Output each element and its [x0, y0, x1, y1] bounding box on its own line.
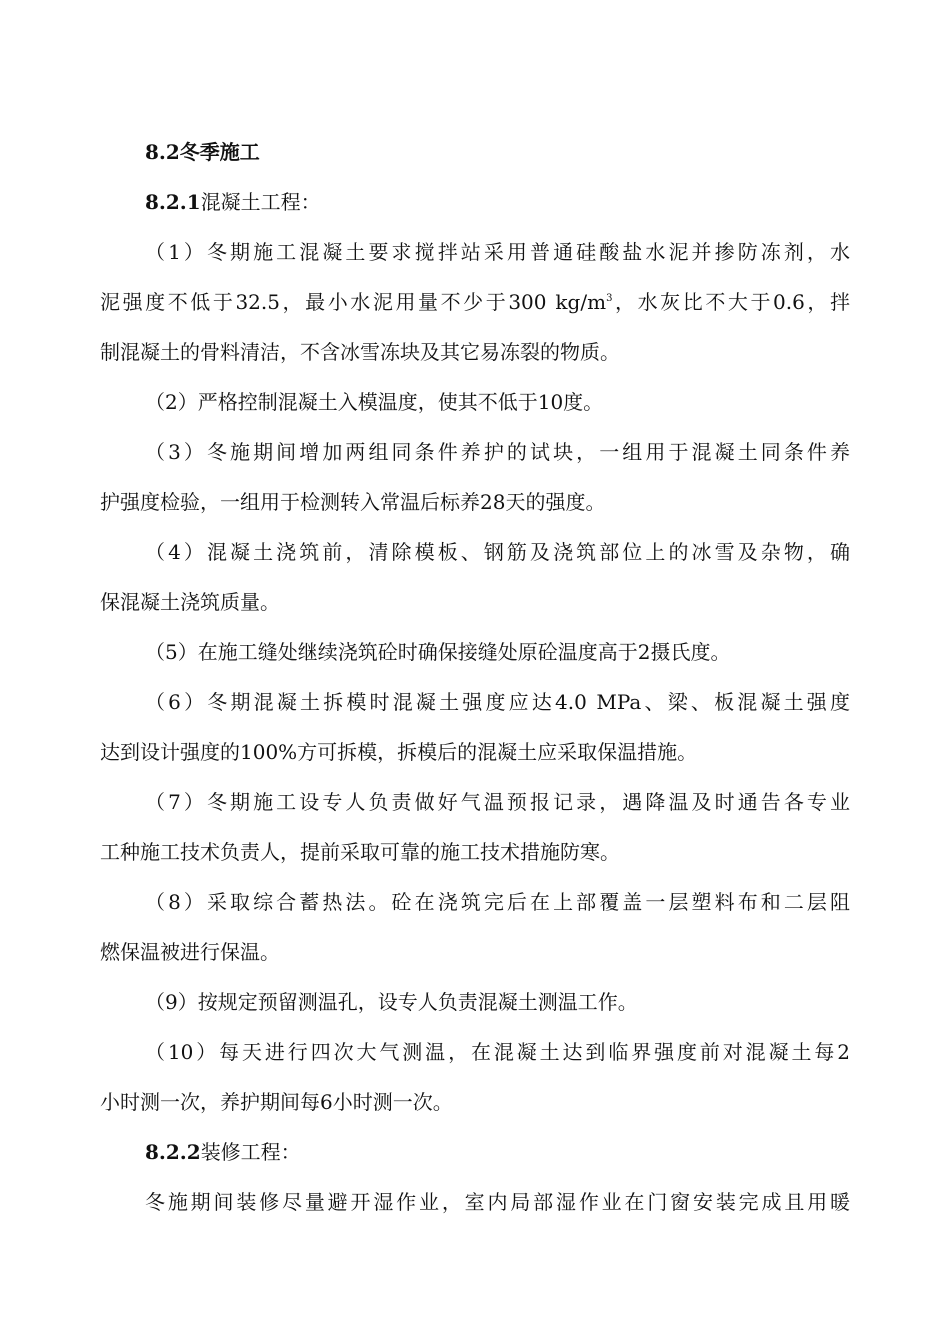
item-5-line-1: （5）在施工缝处继续浇筑砼时确保接缝处原砼温度高于2摄氏度。 — [145, 640, 731, 664]
item-1-line-3: 制混凝土的骨料清洁，不含冰雪冻块及其它易冻裂的物质。 — [100, 340, 620, 364]
item-6-line-2: 达到设计强度的100%方可拆模，拆模后的混凝土应采取保温措施。 — [100, 740, 698, 764]
subsection-title: 混凝土工程： — [200, 190, 321, 214]
item-3-line-1: （3）冬施期间增加两组同条件养护的试块，一组用于混凝土同条件养 — [145, 440, 850, 464]
item-4-line-2: 保混凝土浇筑质量。 — [100, 590, 280, 614]
decoration-paragraph-line-1: 冬施期间装修尽量避开湿作业，室内局部湿作业在门窗安装完成且用暖 — [145, 1190, 850, 1214]
item-10-line-1: （10）每天进行四次大气测温，在混凝土达到临界强度前对混凝土每2 — [145, 1040, 850, 1064]
subsection-heading-decoration — [145, 1138, 850, 1166]
item-7-line-1: （7）冬期施工设专人负责做好气温预报记录，遇降温及时通告各专业 — [145, 790, 850, 814]
subsection-number: 8.2.1 — [145, 190, 201, 214]
item-10-line-2: 小时测一次，养护期间每6小时测一次。 — [100, 1090, 453, 1114]
item-6-line-1: （6）冬期混凝土拆模时混凝土强度应达4.0 MPa、梁、板混凝土强度 — [145, 690, 850, 714]
section-heading — [145, 138, 850, 166]
item-3-line-2: 护强度检验，一组用于检测转入常温后标养28天的强度。 — [100, 490, 606, 514]
item-2-line-1: （2）严格控制混凝土入模温度，使其不低于10度。 — [145, 390, 604, 414]
item-8-line-1: （8）采取综合蓄热法。砼在浇筑完后在上部覆盖一层塑料布和二层阻 — [145, 890, 850, 914]
item-9-line-1: （9）按规定预留测温孔，设专人负责混凝土测温工作。 — [145, 990, 638, 1014]
item-1-line-1: （1）冬期施工混凝土要求搅拌站采用普通硅酸盐水泥并掺防冻剂，水 — [145, 240, 850, 264]
section-title: 8.2冬季施工 — [145, 140, 260, 164]
item-8-line-2: 燃保温被进行保温。 — [100, 940, 280, 964]
item-1-line-2-text-a: 泥强度不低于32.5，最小水泥用量不少于300 kg/m — [100, 290, 607, 314]
subsection-heading-concrete — [145, 188, 850, 216]
item-1-line-2-text-b: ，水灰比不大于0.6，拌 — [612, 290, 851, 314]
subsection-number: 8.2.2 — [145, 1140, 201, 1164]
item-7-line-2: 工种施工技术负责人，提前采取可靠的施工技术措施防寒。 — [100, 840, 620, 864]
subsection-title: 装修工程： — [200, 1140, 301, 1164]
item-4-line-1: （4）混凝土浇筑前，清除模板、钢筋及浇筑部位上的冰雪及杂物，确 — [145, 540, 850, 564]
item-1-line-2 — [100, 288, 850, 316]
unit-superscript: 3 — [606, 293, 613, 304]
